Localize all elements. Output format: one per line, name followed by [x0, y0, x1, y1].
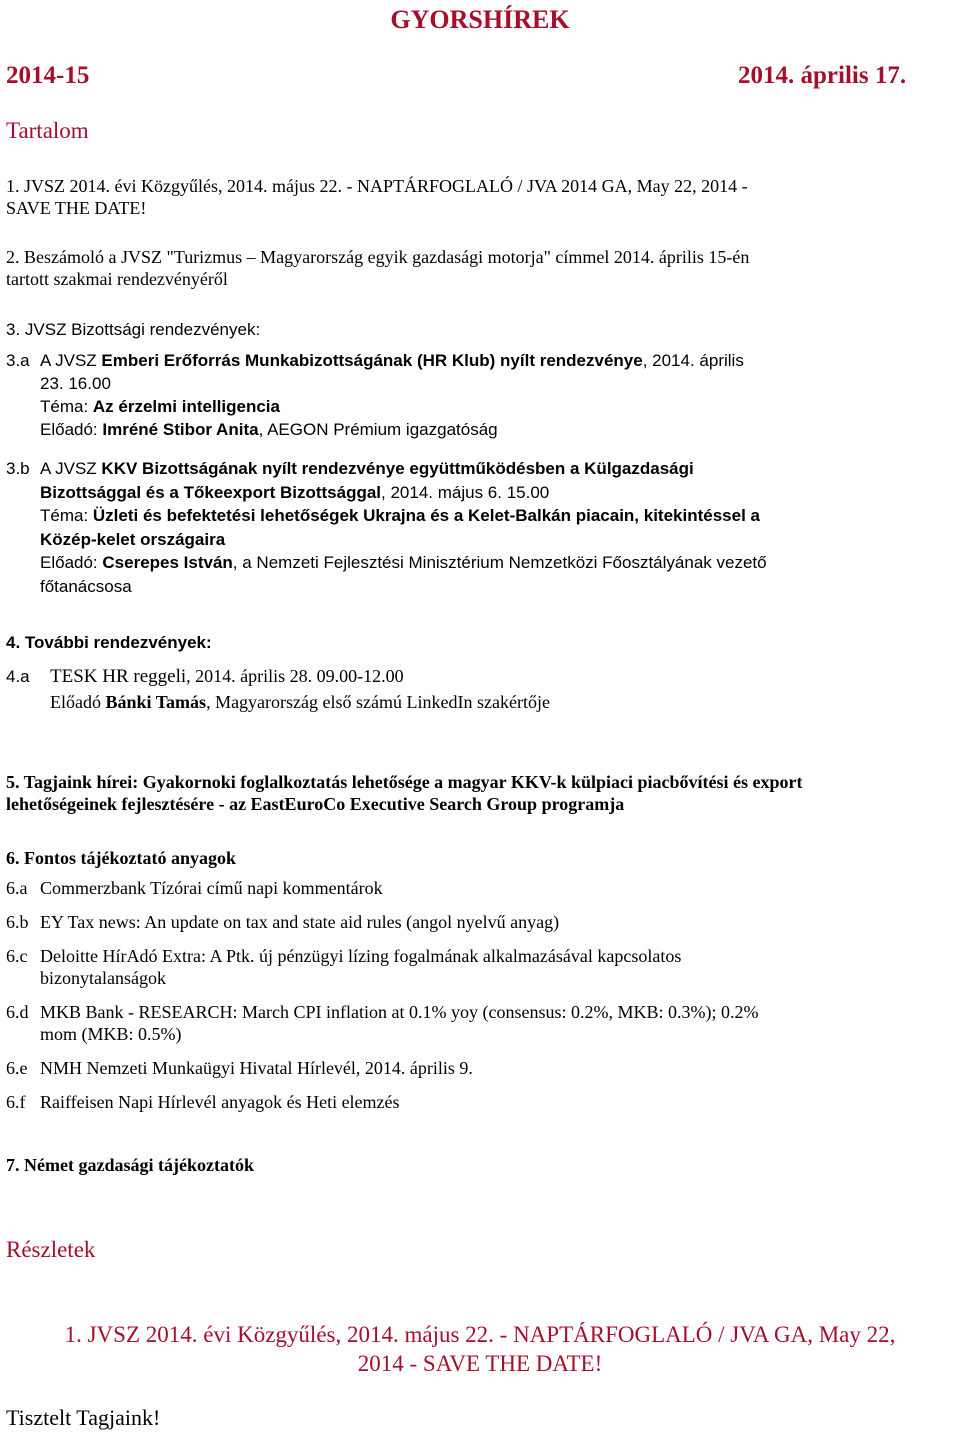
- toc-item-4a-label: 4.a: [6, 667, 30, 686]
- toc-title: Tartalom: [6, 118, 89, 143]
- toc-item-3a-speaker-org: , AEGON Prémium igazgatóság: [258, 420, 498, 439]
- toc-item-6d-title-2: mom (MKB: 0.5%): [40, 1024, 182, 1044]
- toc-item-6a[interactable]: [6, 877, 758, 899]
- toc-item-3a-topic: Az érzelmi intelligencia: [92, 397, 280, 416]
- toc-item-6d-label: 6.d: [6, 1002, 29, 1022]
- toc-item-3b-date: , 2014. május 6. 15.00: [381, 482, 550, 502]
- toc-item-3a-prefix: A JVSZ: [40, 351, 102, 370]
- toc-item-3b[interactable]: [6, 457, 767, 598]
- toc-item-3b-topic-2: Közép-kelet országaira: [40, 529, 226, 549]
- newsletter-title: GYORSHÍREK: [390, 5, 570, 34]
- toc-item-3b-title-2: Bizottsággal és a Tőkeexport Bizottsággal: [40, 482, 382, 502]
- toc-item-2-line2: tartott szakmai rendezvényéről: [6, 269, 228, 289]
- toc-item-1[interactable]: [6, 175, 748, 219]
- toc-item-3-heading: 3. JVSZ Bizottsági rendezvények:: [6, 320, 261, 339]
- toc-item-4-heading: 4. További rendezvények:: [6, 633, 212, 652]
- toc-item-6a-label: 6.a: [6, 878, 28, 898]
- toc-item-5-line1: 5. Tagjaink hírei: Gyakornoki foglalkoztatás lehetősége a magyar KKV-k külpiaci piacbővítési és export: [6, 772, 803, 792]
- issue-date: 2014. április 17.: [738, 62, 907, 89]
- toc-item-6e-title: NMH Nemzeti Munkaügyi Hivatal Hírlevél, 2014. április 9.: [40, 1058, 473, 1078]
- toc-item-6a-title: Commerzbank Tízórai című napi kommentárok: [40, 878, 383, 898]
- toc-item-3a-time: 23. 16.00: [40, 374, 111, 393]
- toc-item-6b[interactable]: [6, 911, 758, 933]
- toc-item-6f[interactable]: [6, 1091, 758, 1113]
- toc-item-4a-title: TESK HR reggeli: [50, 666, 187, 687]
- toc-item-6e-label: 6.e: [6, 1058, 28, 1078]
- toc-item-3a[interactable]: [6, 349, 744, 441]
- toc-item-3b-topic-label: Téma:: [40, 506, 93, 525]
- greeting: Tisztelt Tagjaink!: [6, 1405, 161, 1430]
- toc-item-3b-title-1: KKV Bizottságának nyílt rendezvénye együttműködésben a Külgazdasági: [101, 459, 694, 478]
- toc-item-6d-title: MKB Bank - RESEARCH: March CPI inflation at 0.1% yoy (consensus: 0.2%, MKB: 0.3%); 0.2%: [40, 1002, 759, 1022]
- toc-item-3b-topic-1: Üzleti és befektetési lehetőségek Ukrajna és a Kelet-Balkán piacain, kitekintéssel a: [92, 506, 760, 525]
- toc-item-6f-label: 6.f: [6, 1092, 26, 1112]
- toc-item-6b-label: 6.b: [6, 912, 29, 932]
- toc-item-3a-label: 3.a: [6, 351, 30, 370]
- toc-item-3a-speaker: Imréné Stibor Anita: [102, 420, 259, 439]
- issue-number: 2014-15: [6, 62, 90, 89]
- toc-item-3a-topic-label: Téma:: [40, 397, 93, 416]
- toc-item-7[interactable]: 7. Német gazdasági tájékoztatók: [6, 1155, 254, 1175]
- toc-item-4a[interactable]: [6, 664, 550, 715]
- toc-item-3a-title: Emberi Erőforrás Munkabizottságának (HR Klub) nyílt rendezvénye: [101, 351, 643, 370]
- toc-item-6c-title-2: bizonytalanságok: [40, 968, 166, 988]
- toc-item-6d[interactable]: [6, 1001, 758, 1045]
- toc-item-2[interactable]: [6, 246, 749, 290]
- toc-item-6-heading: 6. Fontos tájékoztató anyagok: [6, 848, 236, 868]
- toc-item-6-list: [6, 877, 758, 1113]
- toc-item-4a-date: , 2014. április 28. 09.00-12.00: [186, 666, 404, 686]
- details-title: Részletek: [6, 1237, 96, 1262]
- toc-item-6e[interactable]: [6, 1057, 758, 1079]
- toc-item-3b-speaker-label: Előadó:: [40, 553, 103, 572]
- toc-item-4a-speaker: Bánki Tamás: [105, 692, 207, 712]
- toc-item-4a-speaker-desc: , Magyarország első számú LinkedIn szakértője: [206, 692, 550, 712]
- toc-item-3b-speaker: Cserepes István: [102, 553, 233, 572]
- toc-item-6c-label: 6.c: [6, 946, 28, 966]
- toc-item-3a-speaker-label: Előadó:: [40, 420, 103, 439]
- toc-item-6c[interactable]: [6, 945, 758, 989]
- toc-item-6b-title: EY Tax news: An update on tax and state aid rules (angol nyelvű anyag): [40, 912, 560, 932]
- toc-item-2-line1: 2. Beszámoló a JVSZ "Turizmus – Magyarország egyik gazdasági motorja" címmel 2014. április 15-én: [6, 247, 750, 267]
- toc-item-5[interactable]: [6, 771, 803, 815]
- details-section-1-line2: 2014 - SAVE THE DATE!: [357, 1351, 603, 1376]
- toc-item-1-line2: SAVE THE DATE!: [6, 198, 147, 218]
- toc-item-4a-speaker-label: Előadó: [50, 692, 106, 712]
- toc-item-3b-prefix: A JVSZ: [40, 459, 102, 478]
- toc-item-6f-title: Raiffeisen Napi Hírlevél anyagok és Heti elemzés: [40, 1092, 400, 1112]
- toc-item-3b-speaker-org-2: főtanácsosa: [40, 576, 132, 596]
- details-section-1-line1: 1. JVSZ 2014. évi Közgyűlés, 2014. május 22. - NAPTÁRFOGLALÓ / JVA GA, May 22,: [64, 1322, 896, 1347]
- toc-item-5-line2: lehetőségeinek fejlesztésére - az EastEuroCo Executive Search Group programja: [6, 794, 625, 814]
- toc-item-3b-speaker-org: , a Nemzeti Fejlesztési Minisztérium Nemzetközi Főosztályának vezető: [232, 553, 767, 572]
- toc-item-1-line1: 1. JVSZ 2014. évi Közgyűlés, 2014. május 22. - NAPTÁRFOGLALÓ / JVA 2014 GA, May 22, 2014 -: [6, 176, 748, 196]
- toc-item-3a-date: , 2014. április: [642, 351, 744, 370]
- details-section-1-heading: [0, 1320, 960, 1378]
- toc-item-6c-title: Deloitte HírAdó Extra: A Ptk. új pénzügyi lízing fogalmának alkalmazásával kapcsolatos: [40, 946, 682, 966]
- toc-item-3b-label: 3.b: [6, 459, 30, 478]
